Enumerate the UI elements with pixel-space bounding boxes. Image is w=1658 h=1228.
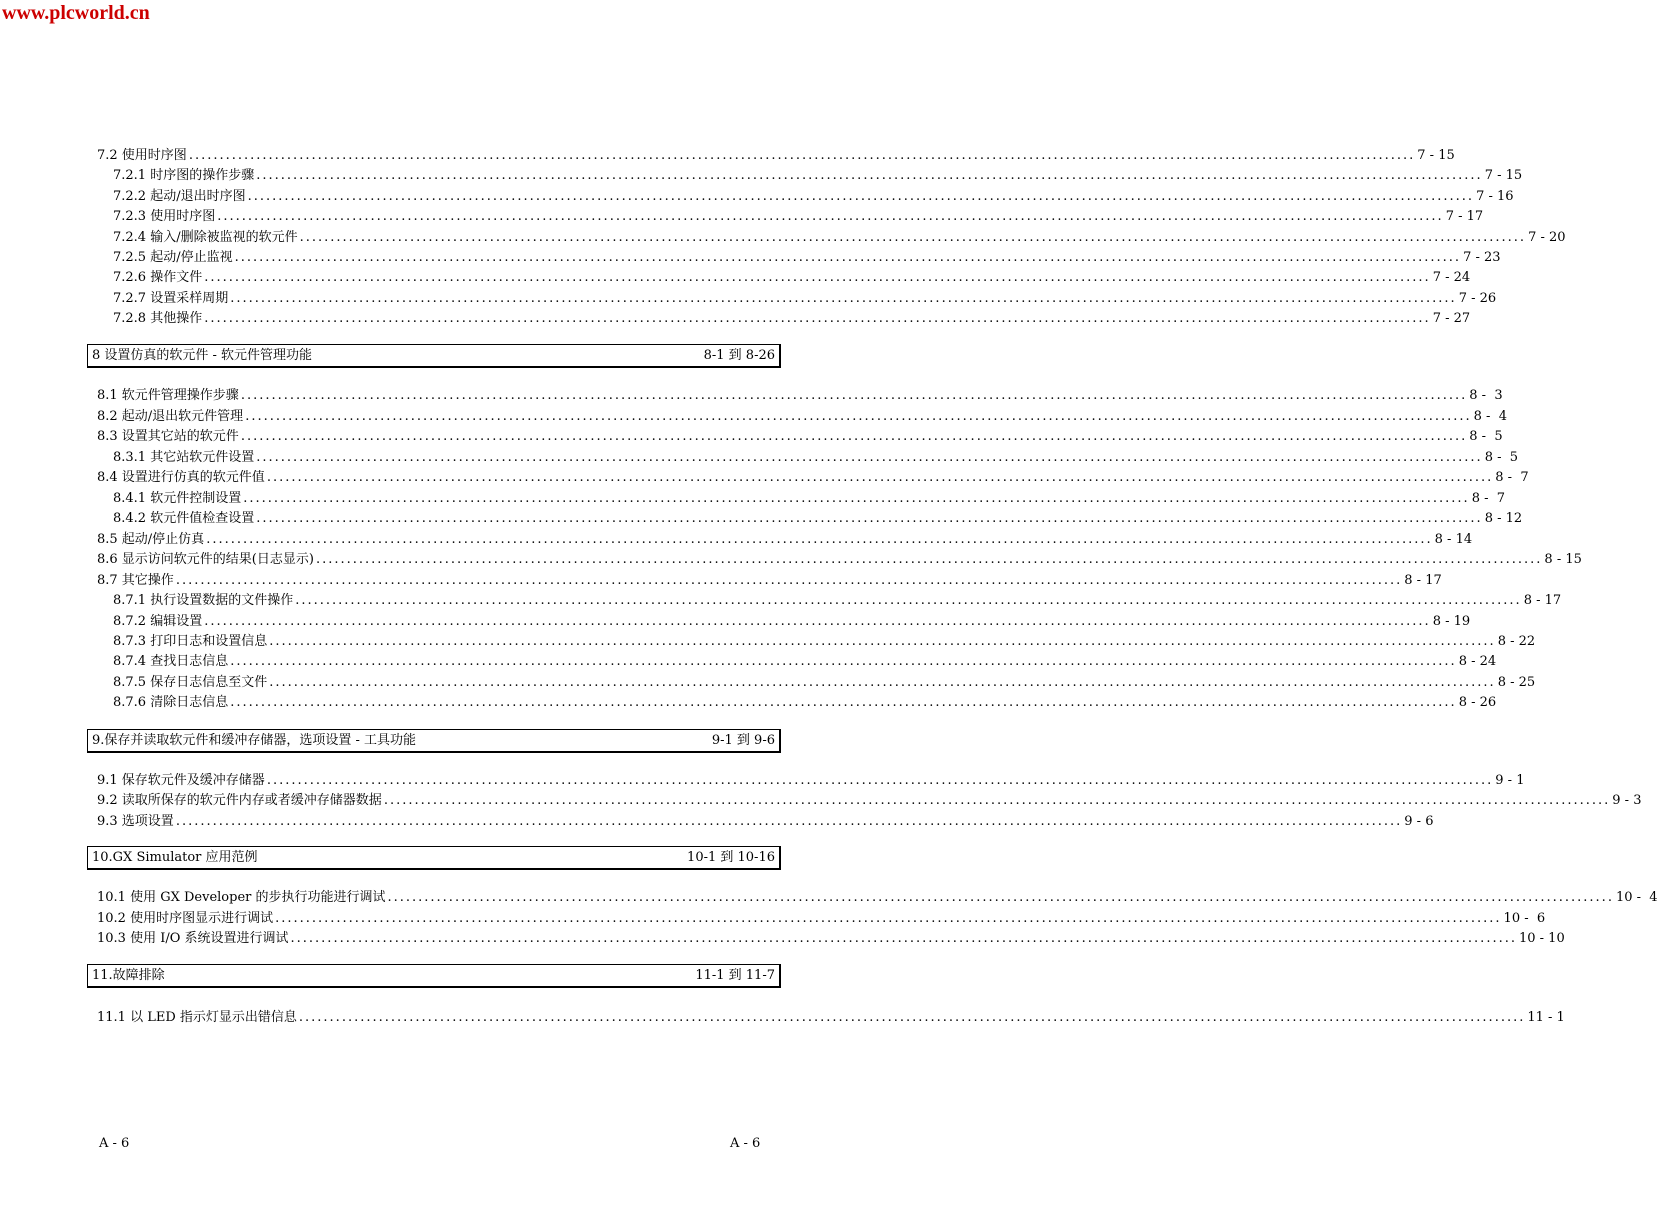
toc-entry-title: 9.3 选项设置 — [97, 814, 174, 829]
toc-entry-page: 8 - 7 — [1495, 470, 1529, 485]
toc-entry[interactable] — [113, 228, 1566, 248]
toc-entry-page: 8 - 5 — [1469, 429, 1503, 444]
chapter-heading — [87, 846, 781, 870]
toc-entry-page: 8 - 17 — [1523, 593, 1562, 608]
toc-entry[interactable] — [113, 632, 1536, 652]
toc-entry-page: 9 - 1 — [1495, 773, 1525, 788]
toc-leader-dots: ........................................................................................................................................................................................................ — [383, 793, 1611, 808]
toc-entry-page: 7 - 24 — [1432, 270, 1471, 285]
toc-entry-page: 8 - 12 — [1484, 511, 1523, 526]
toc-entry[interactable] — [113, 448, 1519, 468]
toc-entry-page: 7 - 26 — [1458, 291, 1497, 306]
toc-entry-page: 7 - 15 — [1417, 148, 1455, 163]
toc-entry-page: 8 - 4 — [1473, 409, 1507, 424]
toc-entry-page: 11 - 1 — [1527, 1010, 1565, 1025]
toc-entry-title: 8.7 其它操作 — [97, 573, 174, 588]
toc-entry-title: 8.5 起动/停止仿真 — [97, 532, 205, 547]
toc-entry-title: 10.1 使用 GX Developer 的步执行功能进行调试 — [97, 890, 386, 905]
toc-entry[interactable] — [113, 268, 1471, 288]
chapter-heading — [87, 729, 781, 753]
toc-entry[interactable] — [97, 909, 1546, 929]
chapter-page-range: 9-1 到 9-6 — [711, 733, 775, 748]
toc-entry-page: 7 - 27 — [1432, 311, 1471, 326]
toc-leader-dots: ........................................................................................................................................................................................................ — [188, 148, 1416, 163]
toc-entry[interactable] — [97, 771, 1525, 791]
toc-entry-title: 8.1 软元件管理操作步骤 — [97, 388, 239, 403]
toc-entry-page: 10 - 6 — [1503, 911, 1546, 926]
toc-entry-page: 8 - 5 — [1484, 450, 1519, 465]
toc-entry-title: 7.2.5 起动/停止监视 — [113, 250, 233, 265]
toc-entry[interactable] — [97, 427, 1503, 447]
toc-entry[interactable] — [97, 146, 1455, 166]
chapter-heading — [87, 964, 781, 988]
toc-entry[interactable] — [113, 207, 1484, 227]
toc-entry-page: 10 - 4 — [1615, 890, 1658, 905]
toc-leader-dots: ........................................................................................................................................................................................................ — [299, 230, 1527, 245]
toc-leader-dots: ........................................................................................................................................................................................................ — [240, 429, 1468, 444]
toc-leader-dots: ........................................................................................................................................................................................................ — [387, 890, 1614, 905]
toc-entry-title: 8.7.1 执行设置数据的文件操作 — [113, 593, 294, 608]
toc-leader-dots: ........................................................................................................................................................................................................ — [230, 654, 1457, 669]
toc-leader-dots: ........................................................................................................................................................................................................ — [266, 470, 1494, 485]
toc-entry-title: 8.7.2 编辑设置 — [113, 614, 203, 629]
toc-leader-dots: ........................................................................................................................................................................................................ — [204, 614, 1431, 629]
toc-entry-page: 7 - 20 — [1528, 230, 1566, 245]
toc-entry-title: 9.1 保存软元件及缓冲存储器 — [97, 773, 265, 788]
toc-entry-page: 8 - 26 — [1458, 695, 1497, 710]
chapter-page-range: 11-1 到 11-7 — [695, 968, 775, 983]
toc-leader-dots: ........................................................................................................................................................................................................ — [234, 250, 1462, 265]
toc-entry[interactable] — [113, 612, 1471, 632]
toc-leader-dots: ........................................................................................................................................................................................................ — [206, 532, 1433, 547]
toc-entry-page: 9 - 6 — [1404, 814, 1434, 829]
toc-leader-dots: ........................................................................................................................................................................................................ — [266, 773, 1494, 788]
toc-entry[interactable] — [113, 489, 1506, 509]
toc-leader-dots: ........................................................................................................................................................................................................ — [295, 593, 1522, 608]
toc-entry-page: 8 - 14 — [1434, 532, 1473, 547]
toc-entry[interactable] — [113, 309, 1471, 329]
toc-entry-title: 7.2 使用时序图 — [97, 148, 187, 163]
toc-entry-page: 8 - 3 — [1469, 388, 1503, 403]
toc-entry-title: 11.1 以 LED 指示灯显示出错信息 — [97, 1010, 297, 1025]
toc-entry-title: 7.2.2 起动/退出时序图 — [113, 189, 246, 204]
toc-entry[interactable] — [113, 187, 1514, 207]
toc-entry-title: 7.2.3 使用时序图 — [113, 209, 216, 224]
toc-entry-page: 7 - 16 — [1476, 189, 1514, 204]
toc-entry-title: 7.2.4 输入/删除被监视的软元件 — [113, 230, 298, 245]
toc-leader-dots: ........................................................................................................................................................................................................ — [240, 388, 1468, 403]
toc-entry-title: 8.7.5 保存日志信息至文件 — [113, 675, 268, 690]
toc-entry[interactable] — [97, 888, 1658, 908]
toc-entry[interactable] — [97, 386, 1503, 406]
toc-entry[interactable] — [113, 248, 1501, 268]
footer-page-right: A - 6 — [730, 1136, 761, 1151]
toc-entry-page: 8 - 15 — [1544, 552, 1582, 567]
toc-leader-dots: ........................................................................................................................................................................................................ — [256, 168, 1483, 183]
toc-leader-dots: ........................................................................................................................................................................................................ — [245, 409, 1472, 424]
toc-entry[interactable] — [97, 791, 1642, 811]
toc-entry-title: 8.4 设置进行仿真的软元件值 — [97, 470, 265, 485]
toc-entry-title: 10.3 使用 I/O 系统设置进行调试 — [97, 931, 289, 946]
chapter-title: 8 设置仿真的软元件 - 软元件管理功能 — [92, 348, 313, 363]
chapter-page-range: 10-1 到 10-16 — [687, 850, 775, 865]
footer-page-left: A - 6 — [99, 1136, 130, 1151]
toc-entry-title: 8.7.4 查找日志信息 — [113, 654, 229, 669]
toc-leader-dots: ........................................................................................................................................................................................................ — [204, 270, 1431, 285]
toc-entry[interactable] — [97, 571, 1442, 591]
watermark-text: www.plcworld.cn — [2, 2, 150, 24]
toc-leader-dots: ........................................................................................................................................................................................................ — [290, 931, 1517, 946]
toc-entry-page: 8 - 25 — [1497, 675, 1536, 690]
toc-entry-page: 9 - 3 — [1612, 793, 1642, 808]
toc-entry-page: 8 - 17 — [1404, 573, 1442, 588]
toc-entry[interactable] — [113, 166, 1523, 186]
toc-entry-page: 8 - 19 — [1432, 614, 1471, 629]
toc-leader-dots: ........................................................................................................................................................................................................ — [298, 1010, 1526, 1025]
toc-leader-dots: ........................................................................................................................................................................................................ — [175, 573, 1403, 588]
toc-entry-title: 8.7.3 打印日志和设置信息 — [113, 634, 268, 649]
toc-entry-title: 8.3 设置其它站的软元件 — [97, 429, 239, 444]
toc-entry-title: 8.2 起动/退出软元件管理 — [97, 409, 244, 424]
toc-leader-dots: ........................................................................................................................................................................................................ — [243, 491, 1470, 506]
toc-leader-dots: ........................................................................................................................................................................................................ — [247, 189, 1475, 204]
chapter-title: 9.保存并读取软元件和缓冲存储器，选项设置 - 工具功能 — [92, 733, 417, 748]
toc-entry-title: 7.2.6 操作文件 — [113, 270, 203, 285]
chapter-page-range: 8-1 到 8-26 — [703, 348, 775, 363]
toc-entry-title: 8.4.2 软元件值检查设置 — [113, 511, 255, 526]
toc-entry-title: 8.6 显示访问软元件的结果(日志显示) — [97, 552, 314, 567]
toc-leader-dots: ........................................................................................................................................................................................................ — [204, 311, 1431, 326]
toc-entry-page: 7 - 15 — [1484, 168, 1523, 183]
toc-leader-dots: ........................................................................................................................................................................................................ — [269, 675, 1496, 690]
toc-entry-title: 8.3.1 其它站软元件设置 — [113, 450, 255, 465]
toc-entry-title: 8.4.1 软元件控制设置 — [113, 491, 242, 506]
toc-leader-dots: ........................................................................................................................................................................................................ — [217, 209, 1444, 224]
toc-entry-page: 7 - 23 — [1463, 250, 1501, 265]
toc-entry-title: 7.2.7 设置采样周期 — [113, 291, 229, 306]
toc-leader-dots: ........................................................................................................................................................................................................ — [269, 634, 1496, 649]
toc-entry-title: 8.7.6 清除日志信息 — [113, 695, 229, 710]
toc-entry[interactable] — [97, 530, 1473, 550]
toc-leader-dots: ........................................................................................................................................................................................................ — [256, 511, 1483, 526]
toc-entry[interactable] — [97, 1008, 1565, 1028]
toc-entry[interactable] — [113, 289, 1497, 309]
toc-entry-title: 7.2.8 其他操作 — [113, 311, 203, 326]
toc-entry[interactable] — [113, 673, 1536, 693]
toc-entry-page: 8 - 7 — [1471, 491, 1506, 506]
toc-leader-dots: ........................................................................................................................................................................................................ — [230, 291, 1457, 306]
toc-leader-dots: ........................................................................................................................................................................................................ — [256, 450, 1483, 465]
chapter-title: 10.GX Simulator 应用范例 — [92, 850, 258, 865]
toc-entry[interactable] — [97, 407, 1507, 427]
toc-entry-page: 8 - 22 — [1497, 634, 1536, 649]
toc-entry[interactable] — [97, 812, 1434, 832]
toc-leader-dots: ........................................................................................................................................................................................................ — [175, 814, 1403, 829]
toc-entry[interactable] — [113, 509, 1523, 529]
toc-entry-page: 10 - 10 — [1518, 931, 1565, 946]
chapter-heading — [87, 344, 781, 368]
chapter-title: 11.故障排除 — [92, 968, 165, 983]
toc-entry[interactable] — [97, 468, 1529, 488]
toc-leader-dots: ........................................................................................................................................................................................................ — [315, 552, 1543, 567]
toc-entry-title: 7.2.1 时序图的操作步骤 — [113, 168, 255, 183]
toc-entry[interactable] — [113, 652, 1497, 672]
toc-entry-page: 8 - 24 — [1458, 654, 1497, 669]
toc-entry[interactable] — [97, 550, 1582, 570]
toc-entry[interactable] — [97, 929, 1565, 949]
toc-entry[interactable] — [113, 591, 1562, 611]
toc-entry-title: 9.2 读取所保存的软元件内存或者缓冲存储器数据 — [97, 793, 382, 808]
toc-entry-title: 10.2 使用时序图显示进行调试 — [97, 911, 274, 926]
toc-leader-dots: ........................................................................................................................................................................................................ — [275, 911, 1502, 926]
toc-entry-page: 7 - 17 — [1445, 209, 1484, 224]
toc-leader-dots: ........................................................................................................................................................................................................ — [230, 695, 1457, 710]
toc-entry[interactable] — [113, 693, 1497, 713]
